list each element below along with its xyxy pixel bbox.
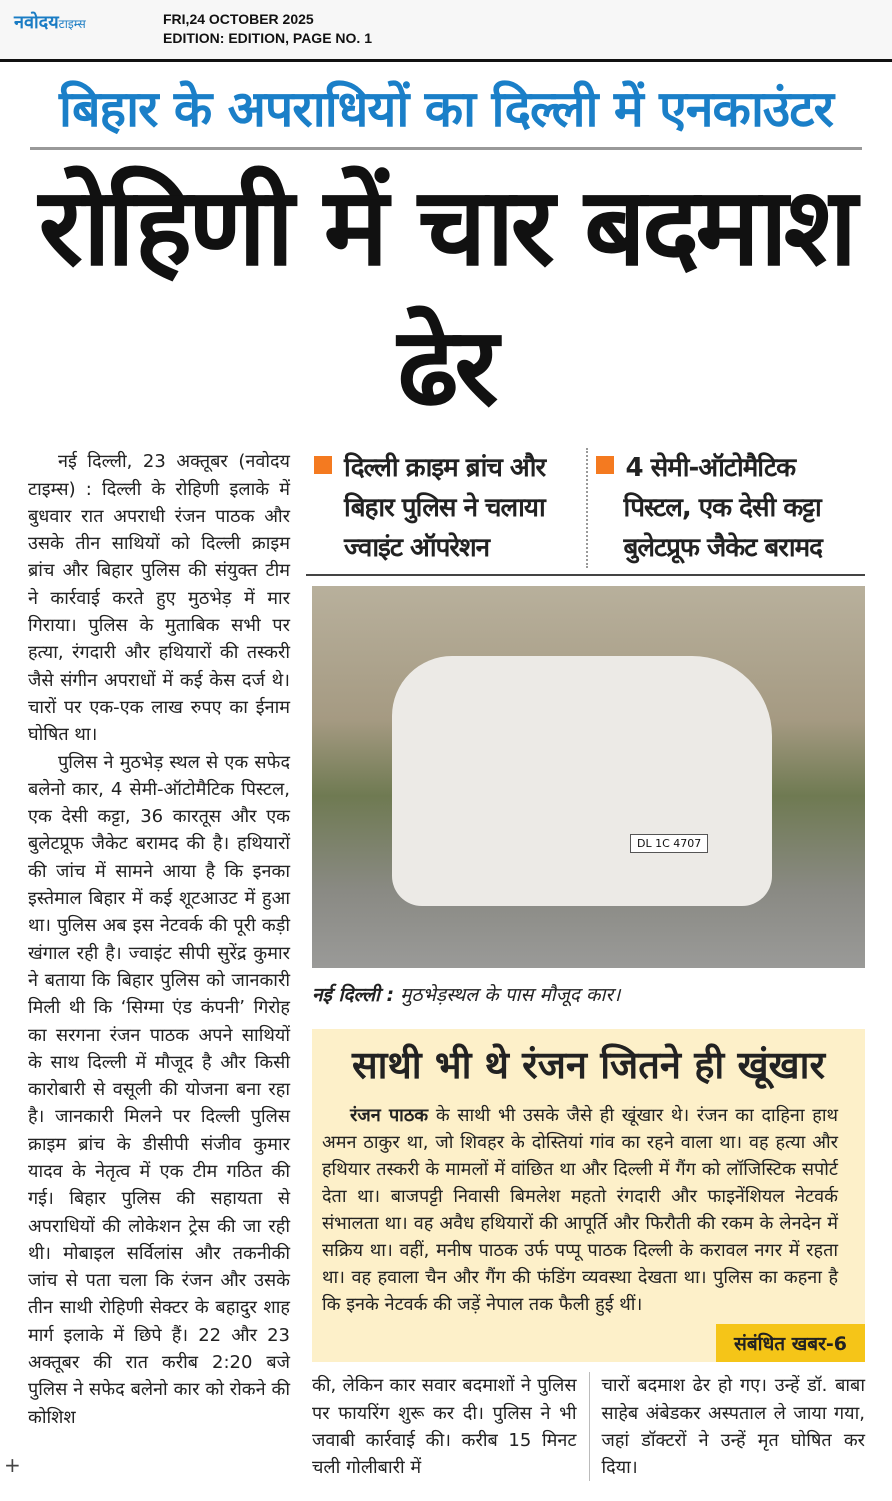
highlight-line: 4 सेमी-ऑटोमैटिक <box>625 453 796 484</box>
box-title: साथी भी थे रंजन जितने ही खूंखार <box>351 1042 826 1087</box>
right-column <box>312 448 865 1481</box>
news-photo[interactable] <box>312 586 865 968</box>
highlight-2 <box>586 448 866 568</box>
edition-info: EDITION: EDITION, PAGE NO. 1 <box>163 30 372 46</box>
masthead-bar <box>0 0 892 62</box>
logo-main: नवोदय <box>14 12 59 33</box>
main-headline: रोहिणी में चार बदमाश ढेर <box>38 164 854 430</box>
car-image <box>392 656 772 906</box>
highlight-line: दिल्ली क्राइम ब्रांच और <box>344 453 546 484</box>
box-text <box>322 1102 838 1318</box>
dateline <box>163 10 372 48</box>
sidebar-box <box>312 1029 865 1362</box>
box-body: के साथी भी उसके जैसे ही खूंखार थे। रंजन का दाहिना हाथ अमन ठाकुर था, जो शिवहर के दोस्तियां गांव का रहने वाला था। वह हत्या और हथियार तस्करी के मामलों में वांछित था और दिल्ली में गैंग को लॉजिस्टिक सपोर्ट देता था। बाजपट्टी निवासी बिमलेश महतो रंगदारी और फाइनेंशियल नेटवर्क संभालता था। वह अवैध हथियारों की आपूर्ति और फिरौती की रकम के लेनदेन में सक्रिय था। वहीं, मनीष पाठक उर्फ पप्पू पाठक दिल्ली के करावल नगर में रहता था। वह हवाला चैन और गैंग की फंडिंग व्यवस्था देखता था। पुलिस का कहना है कि इनके नेटवर्क की जड़ें नेपाल तक फैली हुई थीं। <box>322 1105 838 1316</box>
logo-sub: टाइम्स <box>58 17 86 31</box>
photo-caption <box>312 982 865 1009</box>
bullet-square-icon <box>314 456 332 474</box>
box-lead: रंजन पाठक <box>350 1105 429 1127</box>
article-continuation-2: चारों बदमाश ढेर हो गए। उन्हें डॉ. बाबा साहेब अंबेडकर अस्पताल ले जाया गया, जहां डॉक्टरों ने उन्हें मृत घोषित कर दिया। <box>589 1372 866 1481</box>
license-plate: DL 1C 4707 <box>630 834 708 853</box>
crosshair-icon: + <box>4 1453 21 1478</box>
article-paragraph: पुलिस ने मुठभेड़ स्थल से एक सफेद बलेनो कार, 4 सेमी-ऑटोमैटिक पिस्टल, एक देसी कट्टा, 36 कारतूस और एक बुलेटप्रूफ जैकेट बरामद की है। हथियारों की जांच में सामने आया है कि इनका इस्तेमाल बिहार में कई शूटआउट में हुआ था। पुलिस अब इस नेटवर्क की पूरी कड़ी खंगाल रही है। ज्वाइंट सीपी सुरेंद्र कुमार ने बताया कि बिहार पुलिस को जानकारी मिली थी कि ‘सिग्मा एंड कंपनी’ गिरोह का सरगना रंजन पाठक अपने साथियों के साथ दिल्ली में मौजूद है और किसी कारोबारी से वसूली की योजना बना रहा है। जानकारी मिलने पर दिल्ली पुलिस क्राइम ब्रांच के डीसीपी संजीव कुमार यादव के नेतृत्व में एक टीम गठित की गई। बिहार पुलिस की सहायता से अपराधियों की लोकेशन ट्रेस की जा रही थी। मोबाइल सर्विलांस और तकनीकी जांच से पता चला कि रंजन और उसके तीन साथी रोहिणी सेक्टर के बहादुर शाह मार्ग इलाके में छिपे हैं। 22 और 23 अक्तूबर की रात करीब 2:20 बजे पुलिस ने सफेद बलेनो कार को रोकने की कोशिश <box>28 751 290 1428</box>
kicker-headline: बिहार के अपराधियों का दिल्ली में एनकाउंटर <box>30 78 862 150</box>
newspaper-logo[interactable] <box>14 10 86 34</box>
highlight-1 <box>306 448 586 568</box>
caption-text: मुठभेड़स्थल के पास मौजूद कार। <box>400 984 621 1007</box>
highlight-line: बुलेटप्रूफ जैकेट बरामद <box>623 533 822 564</box>
issue-date: FRI,24 OCTOBER 2025 <box>163 11 314 27</box>
tag-row <box>312 1324 865 1362</box>
article-body <box>28 448 865 1481</box>
bullet-square-icon <box>596 456 614 474</box>
related-news-tag[interactable]: संबंधित खबर-6 <box>716 1324 865 1362</box>
highlight-line: पिस्टल, एक देसी कट्टा <box>623 493 821 524</box>
article-continuation-1: की, लेकिन कार सवार बदमाशों ने पुलिस पर फायरिंग शुरू कर दी। पुलिस ने भी जवाबी कार्रवाई की। करीब 15 मिनट चली गोलीबारी में <box>312 1375 577 1479</box>
highlights <box>306 448 865 576</box>
highlight-line: ज्वाइंट ऑपरेशन <box>344 533 490 564</box>
caption-place: नई दिल्ली : <box>312 984 395 1007</box>
article-continuation <box>312 1372 865 1481</box>
highlight-line: बिहार पुलिस ने चलाया <box>344 493 545 524</box>
article-column-1 <box>28 448 290 1431</box>
article-paragraph: नई दिल्ली, 23 अक्तूबर (नवोदय टाइम्स) : दिल्ली के रोहिणी इलाके में बुधवार रात अपराधी रंजन पाठक और उसके तीन साथियों को दिल्ली क्राइम ब्रांच और बिहार पुलिस की संयुक्त टीम ने कार्रवाई करते हुए मुठभेड़ में मार गिराया। पुलिस के मुताबिक सभी पर हत्या, रंगदारी और हथियारों की तस्करी जैसे संगीन अपराधों में कई केस दर्ज थे। चारों पर एक-एक लाख रुपए का ईनाम घोषित था। <box>28 451 290 746</box>
